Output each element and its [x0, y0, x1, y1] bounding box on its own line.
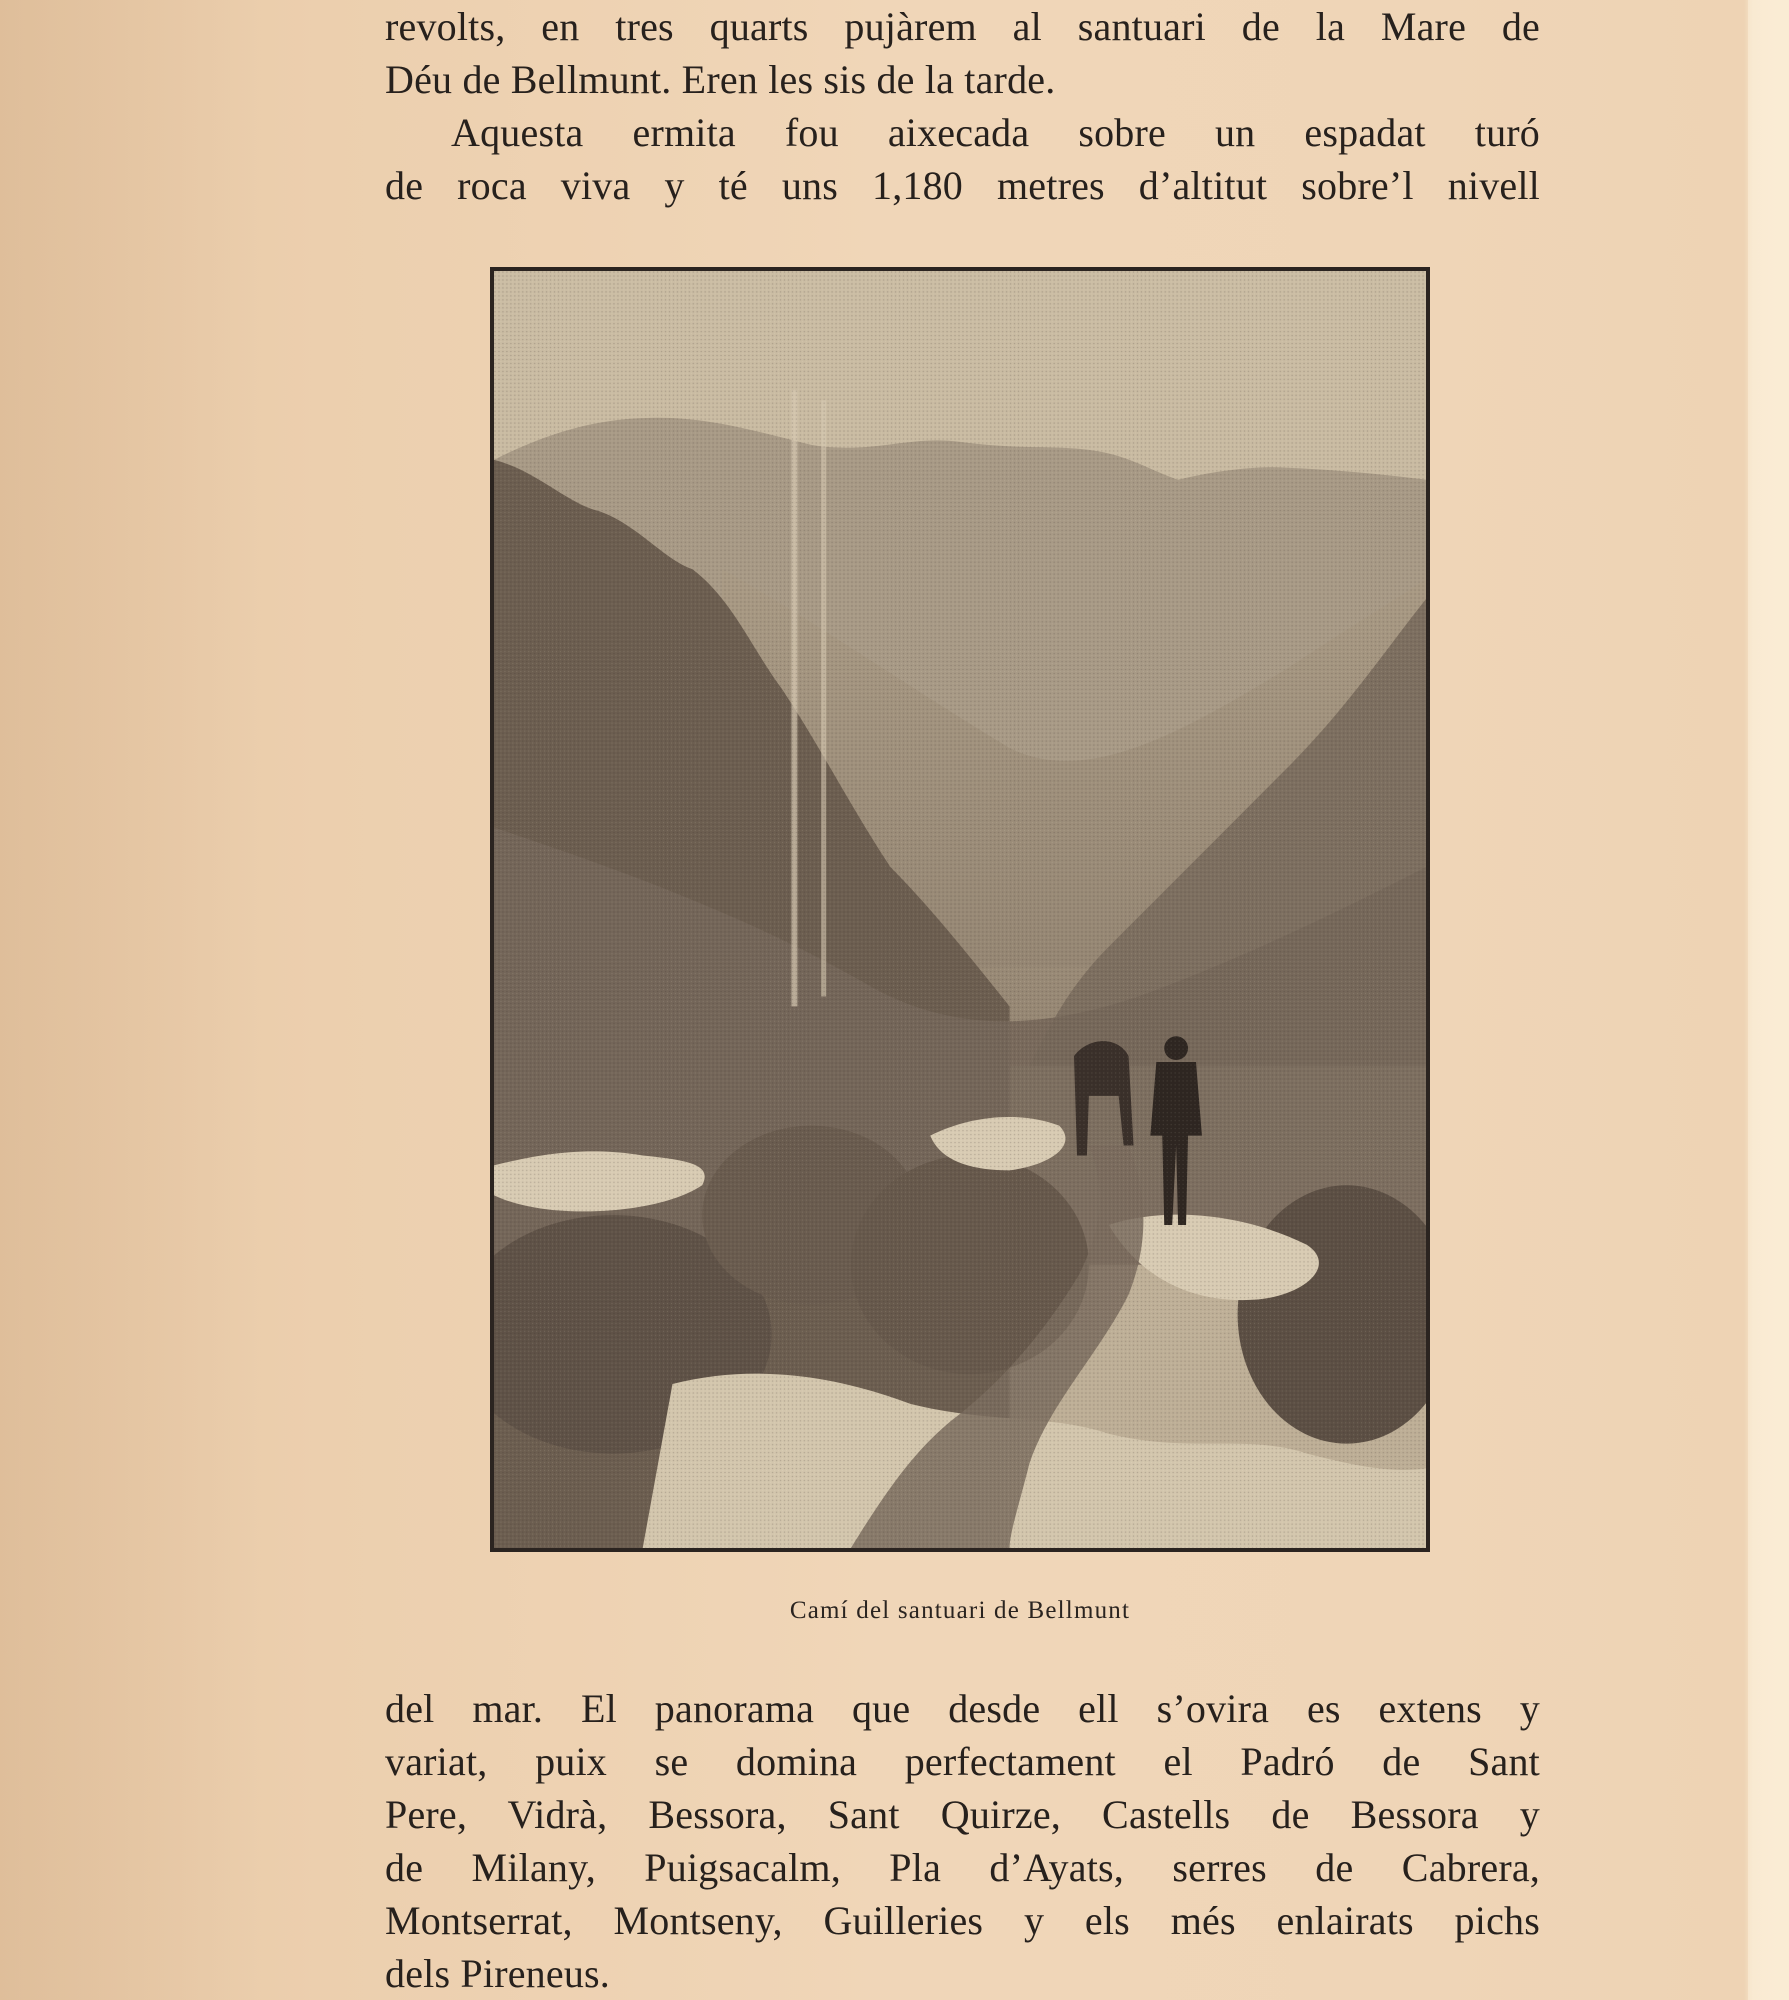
paragraph-top — [385, 0, 1540, 212]
text-line: de roca viva y té uns 1,180 metres d’altitut sobre’l nivell — [385, 163, 1540, 208]
text-line: de Milany, Puigsacalm, Pla d’Ayats, serres de Cabrera, — [385, 1845, 1540, 1890]
text-line: del mar. El panorama que desde ell s’ovira es extens y — [385, 1686, 1540, 1731]
photo-illustration — [494, 271, 1426, 1548]
page-shadow-left — [0, 0, 260, 2000]
text-line: revolts, en tres quarts pujàrem al santuari de la Mare de — [385, 4, 1540, 49]
figure-caption: Camí del santuari de Bellmunt — [789, 1597, 1131, 1624]
text-line: Aquesta ermita fou aixecada sobre un espadat turó — [451, 110, 1540, 155]
text-line: Pere, Vidrà, Bessora, Sant Quirze, Castells de Bessora y — [385, 1792, 1540, 1837]
text-line: dels Pireneus. — [385, 1951, 610, 1996]
text-line: Montserrat, Montseny, Guilleries y els més enlairats pichs — [385, 1898, 1540, 1943]
text-line: Déu de Bellmunt. Eren les sis de la tarde. — [385, 57, 1056, 102]
page-edge-right — [1748, 0, 1789, 2000]
paragraph-bottom — [385, 1682, 1540, 2000]
halftone-texture — [494, 271, 1426, 1548]
photograph-mountain-path — [490, 267, 1430, 1552]
text-line: variat, puix se domina perfectament el Padró de Sant — [385, 1739, 1540, 1784]
